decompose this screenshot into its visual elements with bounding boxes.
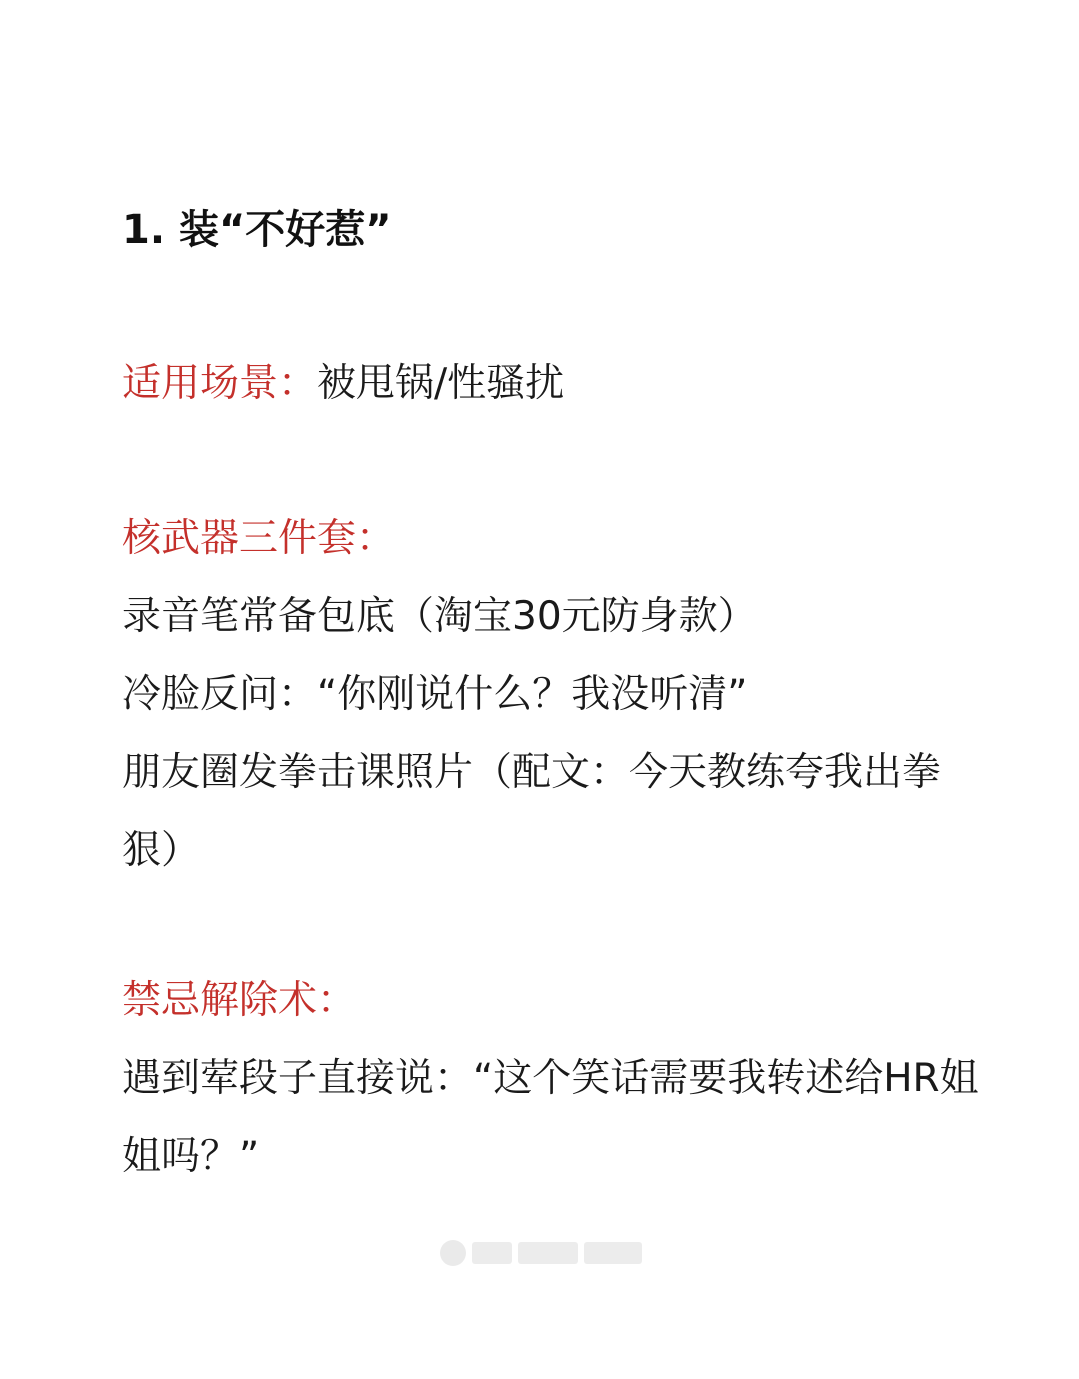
scene-block xyxy=(122,345,992,423)
section-title: 1. 装“不好惹” xyxy=(122,207,392,253)
taboo-label: 禁忌解除术： xyxy=(122,978,357,1023)
scene-label: 适用场景： xyxy=(122,361,318,406)
watermark-bar xyxy=(584,1242,642,1264)
watermark-logo-icon xyxy=(440,1240,466,1266)
watermark xyxy=(440,1238,642,1268)
watermark-bar xyxy=(518,1242,578,1264)
scene-value: 被甩锅/性骚扰 xyxy=(317,361,565,406)
watermark-bar xyxy=(472,1242,512,1264)
taboo-block xyxy=(122,962,992,1196)
weapon-item-2: 冷脸反问：“你刚说什么？我没听清” xyxy=(122,672,748,717)
taboo-text: 遇到荤段子直接说：“这个笑话需要我转述给HR姐姐吗？” xyxy=(122,1056,979,1179)
weapons-label: 核武器三件套： xyxy=(122,516,396,561)
weapons-block xyxy=(122,500,992,890)
weapon-item-1: 录音笔常备包底（淘宝30元防身款） xyxy=(122,594,757,639)
weapon-item-3: 朋友圈发拳击课照片（配文：今天教练夸我出拳狠） xyxy=(122,750,942,873)
